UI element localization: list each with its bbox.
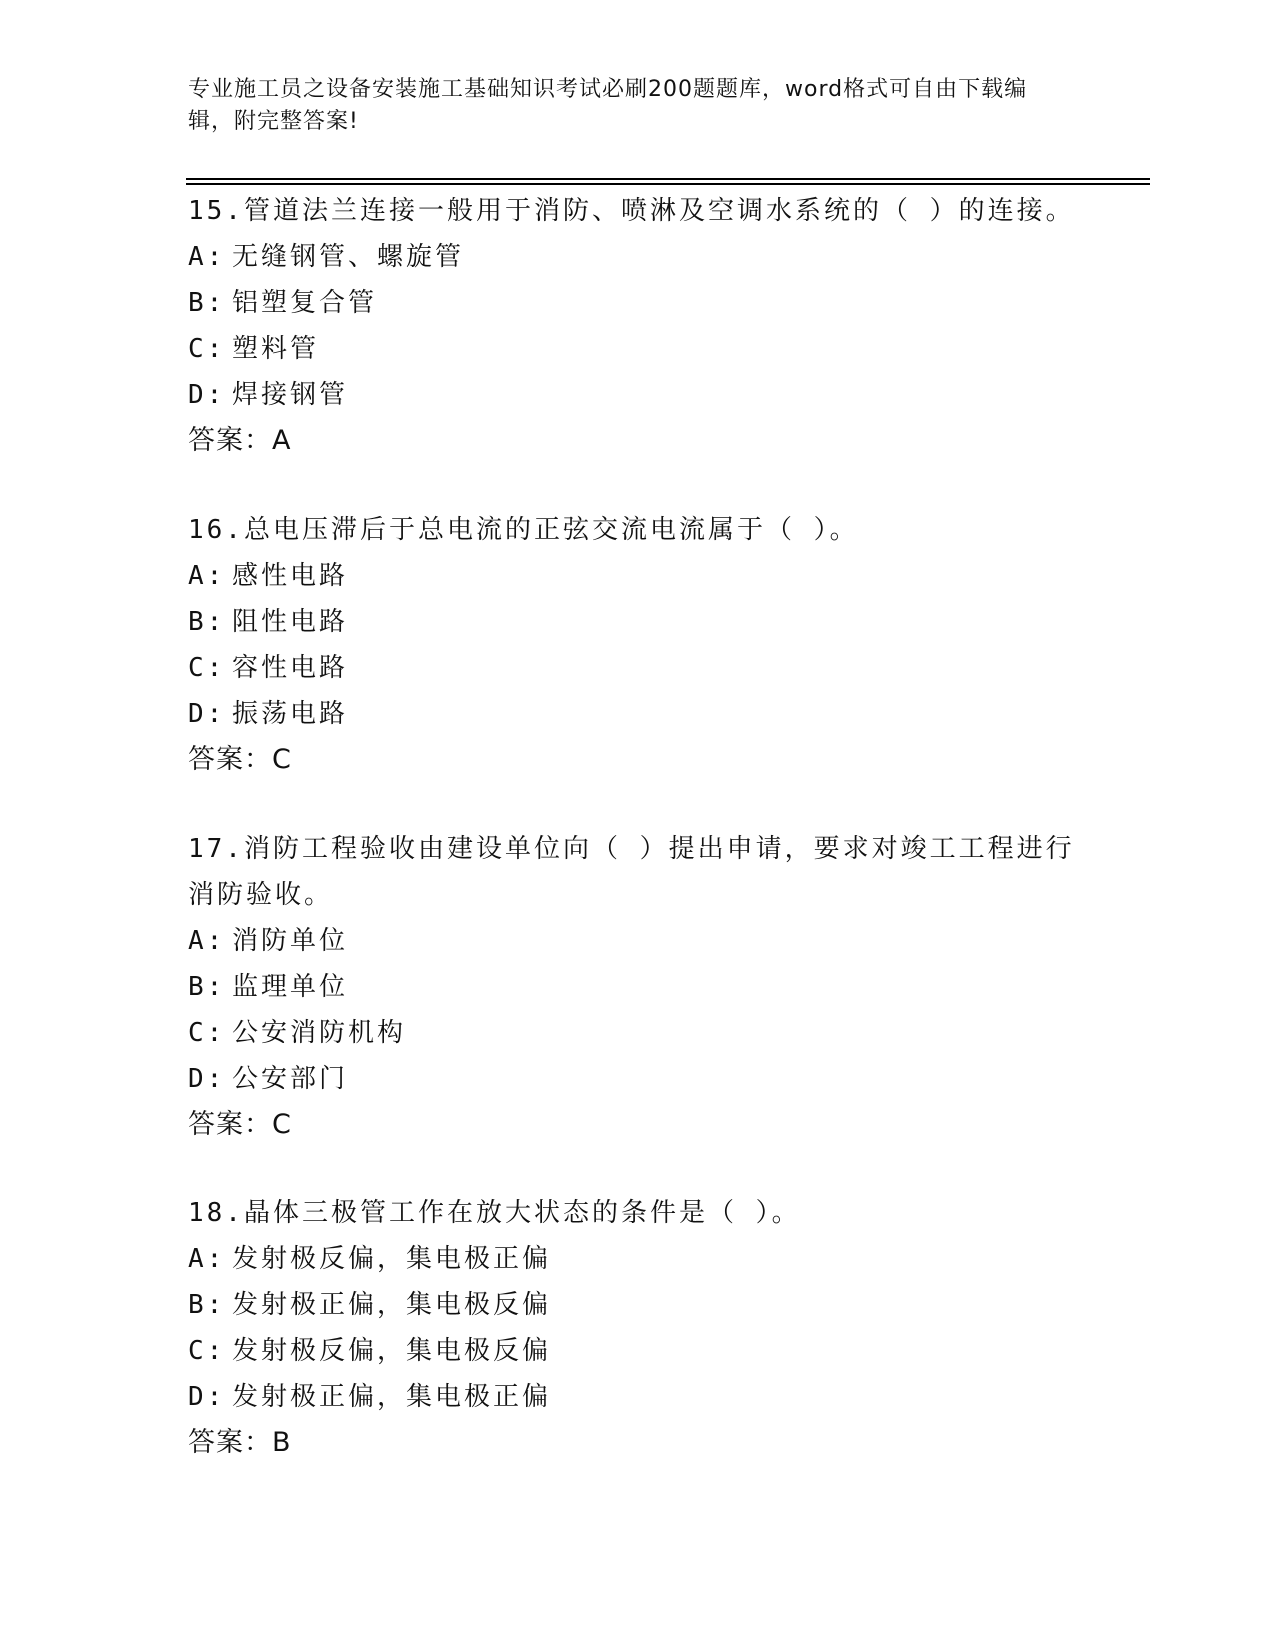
option-text: 消防单位: [232, 926, 349, 956]
option-a: [188, 553, 1088, 599]
option-text: 无缝钢管、螺旋管: [232, 242, 465, 272]
option-d: [188, 1374, 1088, 1420]
option-b: [188, 964, 1088, 1010]
option-c: [188, 645, 1088, 691]
option-b: [188, 280, 1088, 326]
option-letter: C:: [188, 1018, 226, 1048]
option-a: [188, 1236, 1088, 1282]
question-18: [188, 1190, 1088, 1466]
question-17: [188, 826, 1088, 1148]
option-c: [188, 1328, 1088, 1374]
question-stem: 15.管道法兰连接一般用于消防、喷淋及空调水系统的（ ）的连接。: [188, 196, 1075, 226]
option-letter: C:: [188, 1336, 226, 1366]
question-16: [188, 507, 1088, 783]
option-text: 发射极正偏，集电极正偏: [232, 1382, 552, 1412]
answer: 答案：B: [188, 1427, 292, 1458]
question-stem: 17.消防工程验收由建设单位向（ ）提出申请，要求对竣工工程进行消防验收。: [188, 834, 1075, 910]
option-letter: A:: [188, 926, 226, 956]
option-letter: D:: [188, 699, 226, 729]
option-letter: A:: [188, 561, 226, 591]
option-letter: D:: [188, 1382, 226, 1412]
option-text: 感性电路: [232, 561, 349, 591]
option-text: 发射极反偏，集电极反偏: [232, 1336, 552, 1366]
question-stem: 16.总电压滞后于总电流的正弦交流电流属于（ ）。: [188, 515, 859, 545]
option-b: [188, 599, 1088, 645]
option-c: [188, 326, 1088, 372]
answer: 答案：C: [188, 744, 292, 775]
option-text: 焊接钢管: [232, 380, 349, 410]
option-letter: B:: [188, 288, 226, 318]
option-letter: A:: [188, 1244, 226, 1274]
option-letter: D:: [188, 380, 226, 410]
option-text: 阻性电路: [232, 607, 349, 637]
answer: 答案：A: [188, 425, 292, 456]
option-d: [188, 691, 1088, 737]
option-d: [188, 372, 1088, 418]
option-letter: B:: [188, 972, 226, 1002]
option-d: [188, 1056, 1088, 1102]
option-a: [188, 234, 1088, 280]
option-text: 塑料管: [232, 334, 320, 364]
option-letter: D:: [188, 1064, 226, 1094]
option-letter: C:: [188, 334, 226, 364]
option-text: 铝塑复合管: [232, 288, 378, 318]
question-15: [188, 188, 1088, 464]
option-text: 发射极正偏，集电极反偏: [232, 1290, 552, 1320]
option-text: 容性电路: [232, 653, 349, 683]
header-divider-top: [186, 178, 1150, 180]
option-letter: B:: [188, 1290, 226, 1320]
document-header: 专业施工员之设备安装施工基础知识考试必刷200题题库，word格式可自由下载编辑，附完整答案!: [188, 77, 1028, 134]
option-text: 监理单位: [232, 972, 349, 1002]
header-divider-bottom: [186, 183, 1150, 185]
option-text: 公安部门: [232, 1064, 349, 1094]
option-letter: A:: [188, 242, 226, 272]
option-a: [188, 918, 1088, 964]
option-letter: C:: [188, 653, 226, 683]
option-text: 公安消防机构: [232, 1018, 407, 1048]
option-text: 振荡电路: [232, 699, 349, 729]
option-b: [188, 1282, 1088, 1328]
option-text: 发射极反偏，集电极正偏: [232, 1244, 552, 1274]
question-stem: 18.晶体三极管工作在放大状态的条件是（ ）。: [188, 1198, 801, 1228]
answer: 答案：C: [188, 1109, 292, 1140]
option-c: [188, 1010, 1088, 1056]
option-letter: B:: [188, 607, 226, 637]
